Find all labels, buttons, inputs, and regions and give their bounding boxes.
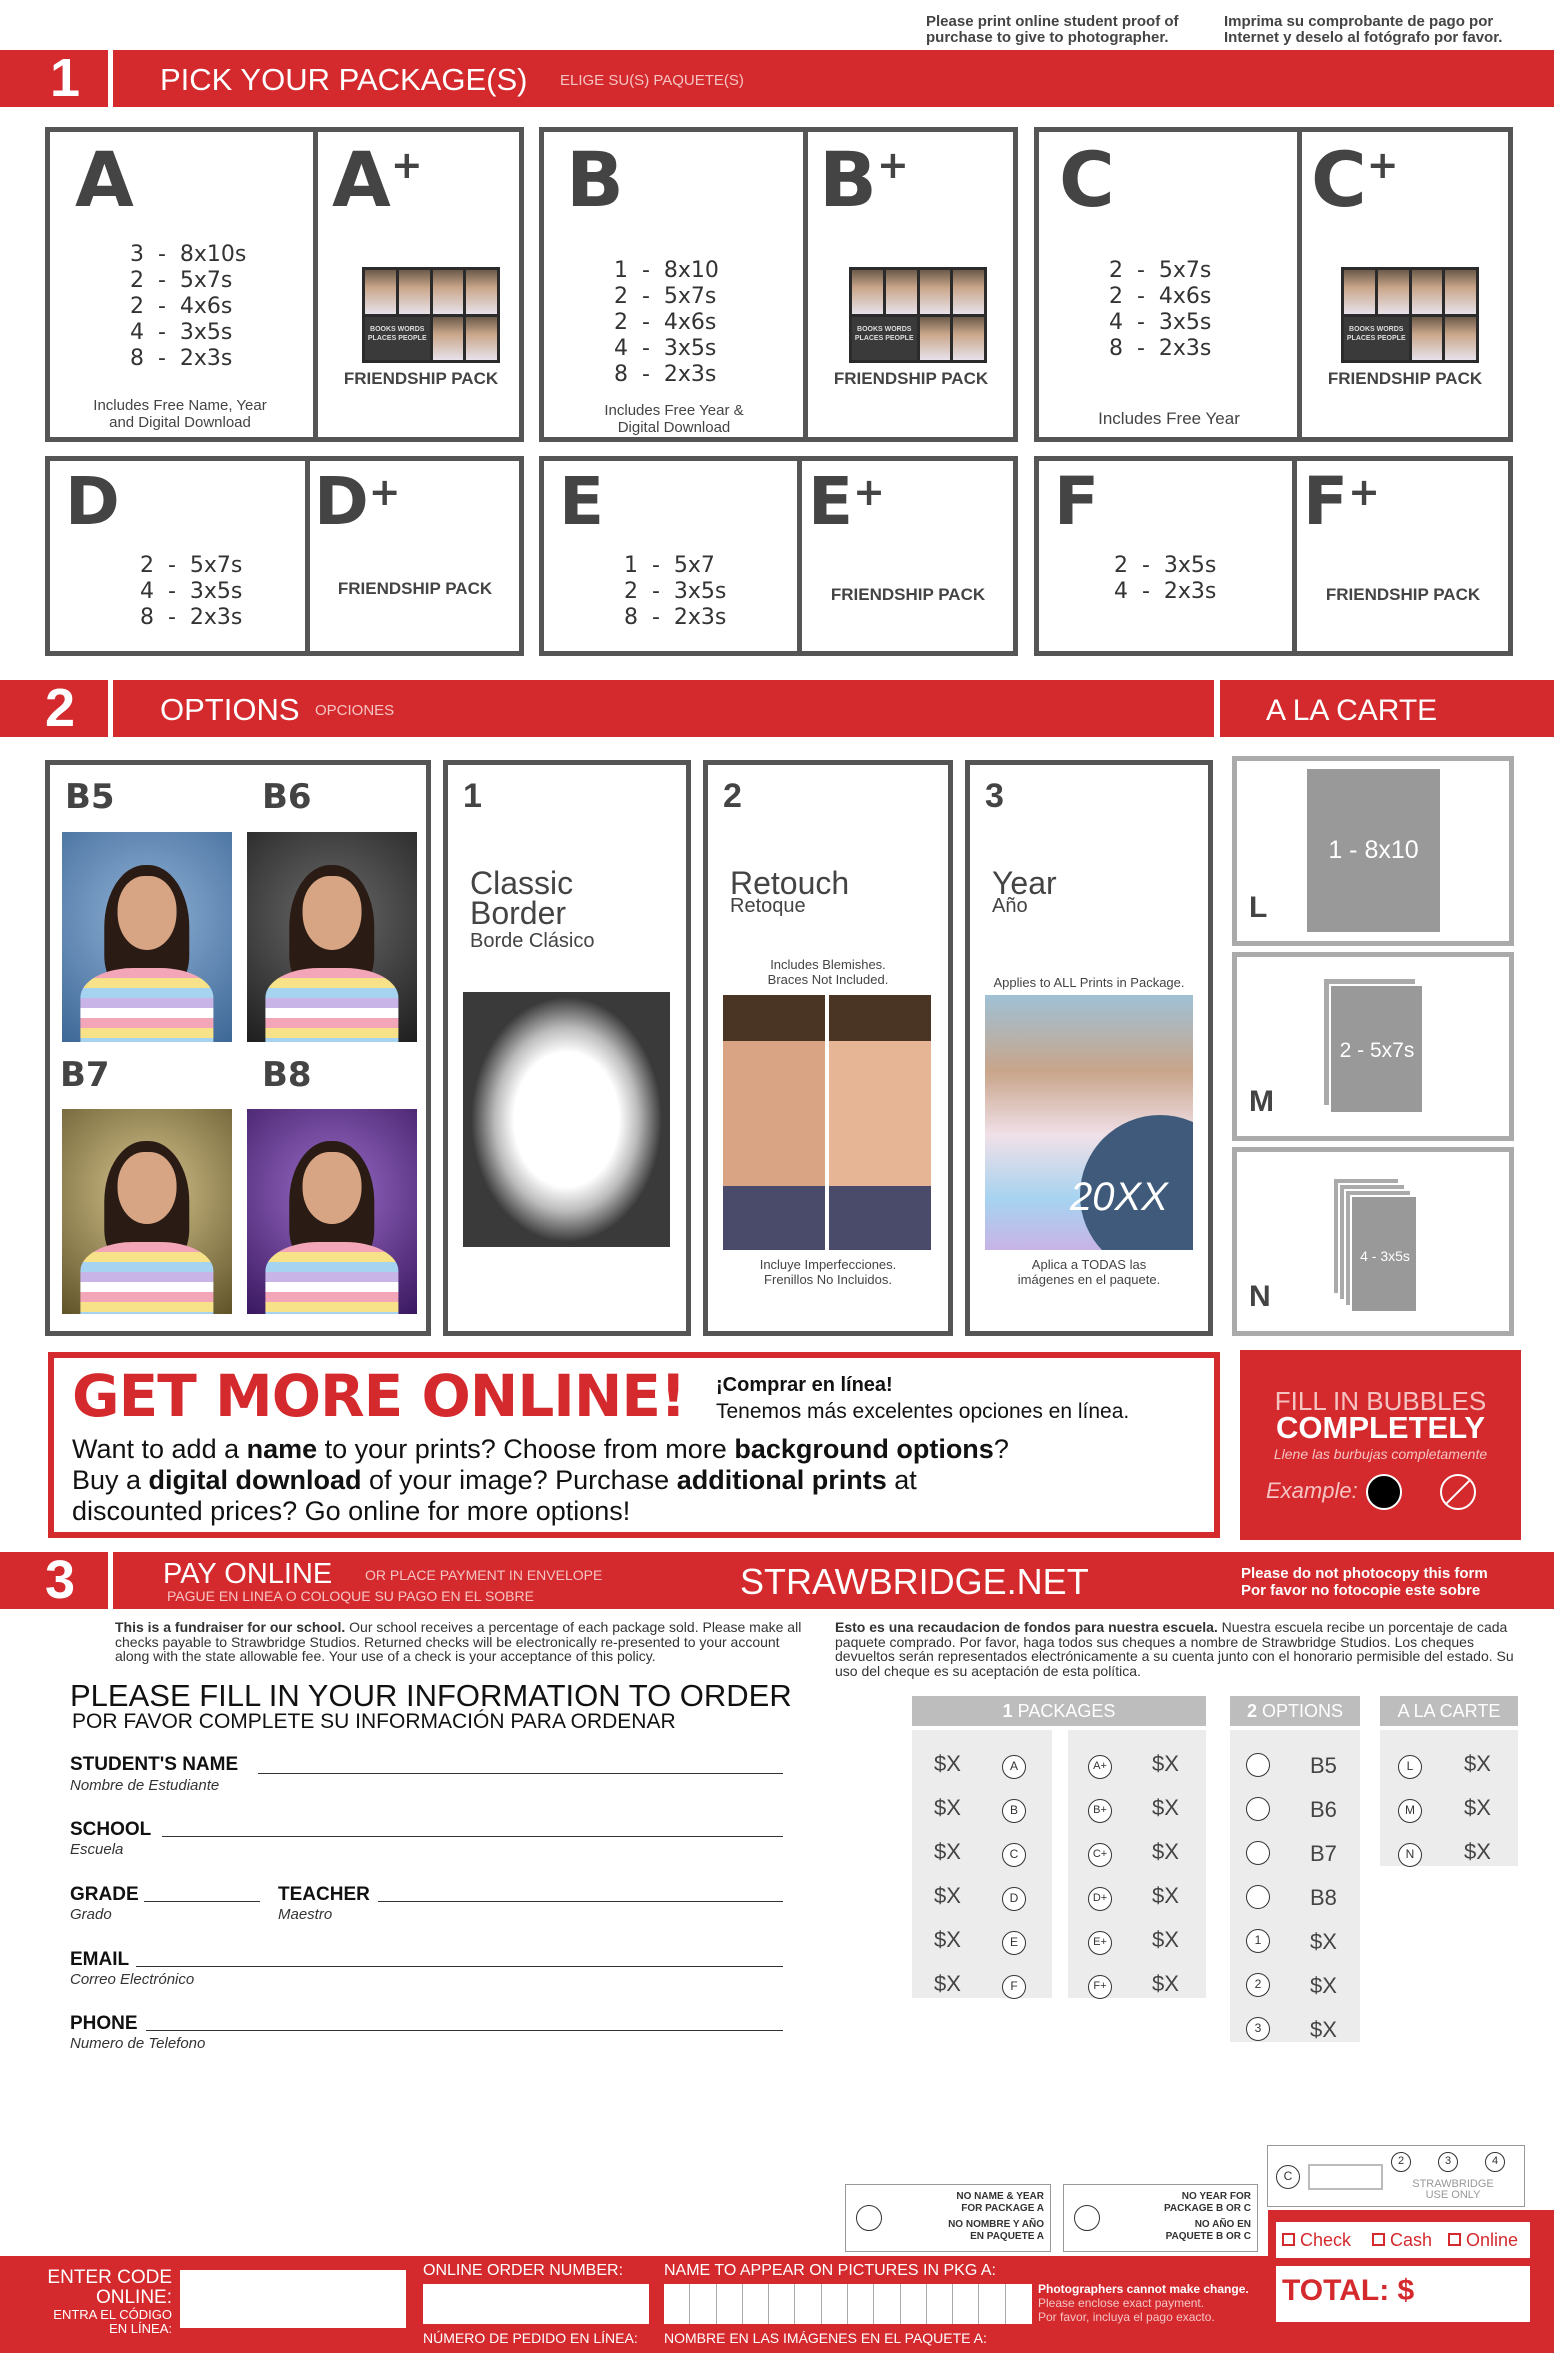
option-1-title1: Classic [470, 865, 574, 901]
name-pkg-label-es: NOMBRE EN LAS IMÁGENES EN EL PAQUETE A: [664, 2330, 987, 2346]
promo-box [48, 1352, 1220, 1538]
staff-2-bubble: 2 [1391, 2152, 1411, 2172]
package-b-box[interactable] [539, 127, 1018, 442]
option-bubble[interactable] [1246, 1841, 1270, 1865]
package-d-plus-letter: D+ [314, 463, 401, 540]
section1-header [0, 50, 1554, 107]
order-number-label-es: NÚMERO DE PEDIDO EN LÍNEA: [423, 2330, 638, 2346]
package-plus-price: $X [1152, 1795, 1179, 1820]
header-divider [108, 680, 113, 737]
proof-note-es: Imprima su comprobante de pago por Internet y deselo al fotógrafo por favor. [1224, 13, 1503, 46]
option-1-number: 1 [463, 777, 482, 815]
grade-field[interactable] [144, 1884, 260, 1902]
option-1-sub: Borde Clásico [470, 930, 595, 952]
alacarte-n-box[interactable] [1232, 1147, 1514, 1336]
online-checkbox[interactable] [1448, 2233, 1461, 2246]
package-divider [1297, 132, 1302, 437]
proof-note-en: Please print online student proof of purchase to give to photographer. [926, 13, 1179, 46]
nocopy-en: Please do not photocopy this form [1241, 1565, 1488, 1582]
promo-es2: Tenemos más excelentes opciones en línea. [716, 1400, 1130, 1423]
package-e-bubble[interactable]: E [1002, 1931, 1026, 1955]
section1-subtitle: ELIGE SU(S) PAQUETE(S) [560, 72, 744, 89]
backgrounds-box [45, 760, 431, 1336]
package-plus-price: $X [1152, 1751, 1179, 1776]
package-b-letter: B [566, 135, 624, 224]
header-divider [108, 1552, 113, 1609]
background-b5-photo[interactable] [62, 832, 232, 1042]
package-a-plus-bubble[interactable]: A+ [1088, 1755, 1112, 1779]
staff-label: STRAWBRIDGE USE ONLY [1412, 2178, 1494, 2201]
filled-bubble-icon [1366, 1474, 1402, 1510]
section2-number: 2 [45, 678, 76, 738]
package-divider [797, 461, 802, 651]
alacarte-n-bubble[interactable]: N [1398, 1843, 1422, 1867]
section2-subtitle: OPCIONES [315, 702, 395, 719]
package-a-bubble[interactable]: A [1002, 1755, 1026, 1779]
section2-header [0, 680, 1214, 737]
package-price: $X [934, 1927, 961, 1952]
option-3-number: 3 [985, 777, 1004, 815]
background-b7-photo[interactable] [62, 1109, 232, 1314]
bubbles-box [1240, 1350, 1521, 1540]
payment-method-box [1276, 2222, 1530, 2258]
package-a-letter: A [75, 135, 134, 224]
staff-code-box [1308, 2164, 1383, 2190]
entra-codigo-label: ENTRA EL CÓDIGO EN LÍNEA: [53, 2307, 172, 2336]
package-a-plus-letter: A+ [332, 135, 423, 224]
no-name-box[interactable] [845, 2184, 1051, 2252]
alacarte-n-label: 4 - 3x5s [1360, 1248, 1410, 1264]
promo-es1: ¡Comprar en línea! [716, 1374, 893, 1396]
package-divider [1292, 461, 1297, 651]
email-field[interactable] [136, 1949, 783, 1967]
retouch-after-photo [829, 995, 931, 1250]
alacarte-l-box[interactable] [1232, 756, 1514, 946]
option-label: B6 [1310, 1797, 1337, 1822]
no-year-text: NO YEAR FOR PACKAGE B OR C NO AÑO EN PAQUETE B OR C [1163, 2191, 1251, 2242]
section1-title: PICK YOUR PACKAGE(S) [160, 62, 528, 97]
grade-sub: Grado [70, 1906, 112, 1923]
section3-header [0, 1552, 1554, 1609]
no-year-bubble[interactable] [1074, 2205, 1100, 2231]
year-overlay-text: 20XX [1070, 1175, 1168, 1219]
package-d-items: 2 - 5x7s 4 - 3x5s 8 - 2x3s [140, 553, 243, 630]
name-pkg-label: NAME TO APPEAR ON PICTURES IN PKG A: [664, 2262, 996, 2279]
section3-number: 3 [45, 1550, 76, 1610]
bubbles-title1: FILL IN BUBBLES [1274, 1386, 1487, 1416]
package-e-plus-letter: E+ [808, 463, 885, 540]
package-f-letter: F [1054, 463, 1100, 540]
alacarte-n-letter: N [1249, 1280, 1271, 1313]
website-link[interactable]: STRAWBRIDGE.NET [740, 1561, 1089, 1602]
package-price: $X [934, 1883, 961, 1908]
package-c-plus-letter: C+ [1311, 135, 1399, 224]
package-price: $X [934, 1971, 961, 1996]
alacarte-m-bubble[interactable]: M [1398, 1799, 1422, 1823]
alacarte-price: $X [1464, 1751, 1491, 1776]
promo-line2: Buy a digital download of your image? Purchase additional prints at [72, 1465, 917, 1495]
package-c-bubble[interactable]: C [1002, 1843, 1026, 1867]
bg-b6-label: B6 [262, 777, 312, 817]
background-b8-photo[interactable] [247, 1109, 417, 1314]
package-plus-price: $X [1152, 1927, 1179, 1952]
option-2-box[interactable] [703, 760, 953, 1336]
check-label: Check [1300, 2230, 1352, 2250]
order-number-label: ONLINE ORDER NUMBER: [423, 2262, 624, 2279]
option-2-note-top1: Includes Blemishes. [770, 957, 886, 972]
option-bubble[interactable] [1246, 1753, 1270, 1777]
alacarte-l-label: 1 - 8x10 [1328, 836, 1419, 864]
grade-label: GRADE [70, 1884, 139, 1905]
student-name-field[interactable] [258, 1756, 783, 1774]
package-c-plus-bubble[interactable]: C+ [1088, 1843, 1112, 1867]
package-a-box[interactable] [45, 127, 524, 442]
package-f-plus-letter: F+ [1303, 463, 1380, 540]
cash-label: Cash [1390, 2230, 1433, 2250]
package-price: $X [934, 1751, 961, 1776]
package-c-letter: C [1059, 135, 1115, 224]
cash-checkbox[interactable] [1372, 2233, 1385, 2246]
package-plus-price: $X [1152, 1839, 1179, 1864]
alacarte-header [1220, 680, 1554, 737]
bg-b7-label: B7 [60, 1055, 110, 1095]
promo-line1: Want to add a name to your prints? Choose from more background options? [72, 1434, 1009, 1464]
option-1-title2: Border [470, 895, 567, 931]
section3-title: PAY ONLINE [163, 1558, 333, 1590]
package-price: $X [934, 1839, 961, 1864]
alacarte-l-letter: L [1249, 891, 1268, 924]
section3-subtitle: PAGUE EN LINEA O COLOQUE SU PAGO EN EL SOBRE [167, 1588, 534, 1604]
friendship-pack-label: FRIENDSHIP PACK [1325, 585, 1481, 604]
student-name-label: STUDENT'S NAME [70, 1754, 239, 1775]
bg-b5-label: B5 [65, 777, 115, 817]
package-f-plus-bubble[interactable]: F+ [1088, 1975, 1112, 1999]
no-name-text: NO NAME & YEAR FOR PACKAGE A NO NOMBRE Y AÑO EN PAQUETE A [948, 2191, 1044, 2242]
option-2-sub: Retoque [730, 895, 806, 917]
package-d-box[interactable] [45, 456, 524, 656]
package-e-items: 1 - 5x7 2 - 3x5s 8 - 2x3s [624, 553, 727, 630]
package-plus-price: $X [1152, 1883, 1179, 1908]
option-3-title: Year [992, 865, 1057, 901]
promo-line3: discounted prices? Go online for more options! [72, 1496, 631, 1526]
promo-headline: GET MORE ONLINE! [72, 1362, 686, 1430]
alacarte-price: $X [1464, 1795, 1491, 1820]
online-label: Online [1466, 2230, 1519, 2250]
alacarte-m-box[interactable] [1232, 952, 1514, 1141]
no-year-box[interactable] [1063, 2184, 1258, 2252]
package-a-items: 3 - 8x10s 2 - 5x7s 2 - 4x6s 4 - 3x5s 8 - 2x3s [130, 242, 247, 371]
form-title: PLEASE FILL IN YOUR INFORMATION TO ORDER [70, 1678, 792, 1713]
package-f-box[interactable] [1034, 456, 1513, 656]
section2-title: OPTIONS [160, 692, 300, 727]
email-sub: Correo Electrónico [70, 1971, 195, 1988]
package-divider [313, 132, 318, 437]
form-subtitle: POR FAVOR COMPLETE SU INFORMACIÓN PARA ORDENAR [72, 1710, 676, 1733]
check-checkbox[interactable] [1282, 2233, 1295, 2246]
package-c-items: 2 - 5x7s 2 - 4x6s 4 - 3x5s 8 - 2x3s [1109, 258, 1212, 361]
options-col [1230, 1730, 1360, 2042]
alacarte-price: $X [1464, 1839, 1491, 1864]
phone-label: PHONE [70, 2013, 138, 2034]
option-label: B8 [1310, 1885, 1337, 1910]
option-bubble[interactable]: 1 [1246, 1929, 1270, 1953]
background-b6-photo[interactable] [247, 832, 417, 1042]
photographers-note: Photographers cannot make change. Please enclose exact payment. Por favor, incluya el pago exacto. [1038, 2282, 1249, 2324]
package-c-box[interactable] [1034, 127, 1513, 442]
phone-field[interactable] [146, 2013, 783, 2031]
option-3-sub: Año [992, 895, 1028, 917]
bubbles-sub: Llene las burbujas completamente [1273, 1446, 1488, 1462]
package-b-bubble[interactable]: B [1002, 1799, 1026, 1823]
options-header: 2 OPTIONS [1230, 1696, 1360, 1726]
option-label: $X [1310, 1929, 1337, 1954]
bubbles-example: Example: [1266, 1478, 1358, 1503]
friendship-collage: BOOKS WORDS PLACES PEOPLE [849, 267, 987, 363]
friendship-pack-label: FRIENDSHIP PACK [1327, 369, 1483, 388]
alacarte-title: A LA CARTE [1266, 694, 1438, 727]
classic-border-sample [463, 992, 670, 1247]
package-c-note: Includes Free Year [1098, 409, 1240, 428]
package-e-letter: E [559, 463, 605, 540]
no-name-bubble[interactable] [856, 2205, 882, 2231]
teacher-sub: Maestro [278, 1906, 333, 1923]
option-bubble[interactable] [1246, 1797, 1270, 1821]
friendship-pack-label: FRIENDSHIP PACK [337, 579, 493, 598]
package-d-plus-bubble[interactable]: D+ [1088, 1887, 1112, 1911]
packages-header: 1 PACKAGES [912, 1696, 1206, 1726]
package-divider [305, 461, 310, 651]
option-2-number: 2 [723, 777, 742, 815]
option-3-note-top: Applies to ALL Prints in Package. [993, 975, 1185, 990]
option-label: B7 [1310, 1841, 1337, 1866]
staff-c-bubble: C [1276, 2165, 1300, 2189]
alacarte-m-letter: M [1249, 1085, 1274, 1118]
option-bubble[interactable] [1246, 1885, 1270, 1909]
enter-code-input[interactable] [180, 2270, 406, 2328]
option-3-note-bot2: imágenes en el paquete. [1017, 1272, 1161, 1287]
alacarte-l-bubble[interactable]: L [1398, 1755, 1422, 1779]
teacher-label: TEACHER [278, 1884, 370, 1905]
package-f-items: 2 - 3x5s 4 - 2x3s [1114, 553, 1217, 604]
package-b-plus-letter: B+ [819, 135, 909, 224]
option-bubble[interactable]: 2 [1246, 1973, 1270, 1997]
staff-4-bubble: 4 [1485, 2152, 1505, 2172]
section3-title-small: OR PLACE PAYMENT IN ENVELOPE [365, 1567, 603, 1583]
packages-col [912, 1730, 1052, 1998]
no-symbol-icon [1440, 1474, 1476, 1510]
staff-use-box [1267, 2145, 1525, 2207]
section1-number: 1 [50, 48, 81, 108]
package-divider [803, 132, 808, 437]
enter-code-label: ENTER CODE ONLINE: [47, 2267, 172, 2308]
school-label: SCHOOL [70, 1819, 152, 1840]
package-plus-price: $X [1152, 1971, 1179, 1996]
option-label: $X [1310, 2017, 1337, 2042]
package-b-items: 1 - 8x10 2 - 5x7s 2 - 4x6s 4 - 3x5s 8 - 2x3s [614, 258, 719, 387]
friendship-pack-label: FRIENDSHIP PACK [833, 369, 989, 388]
package-e-box[interactable] [539, 456, 1018, 656]
school-sub: Escuela [70, 1841, 124, 1858]
total-box[interactable] [1276, 2266, 1530, 2322]
teacher-field[interactable] [378, 1884, 783, 1902]
alacarte-m-label: 2 - 5x7s [1339, 1039, 1415, 1062]
school-field[interactable] [162, 1819, 783, 1837]
name-pkg-input[interactable] [664, 2284, 1032, 2324]
option-label: $X [1310, 1973, 1337, 1998]
fundraiser-en: This is a fundraiser for our school. Our school receives a percentage of each package sold. Please make all checks payable to Strawbridge Studios. Returned checks will be electronically re-presented to your account along with the state allowable fee. Your use of a check is your acceptance of this policy. [115, 1619, 802, 1664]
total-label: TOTAL: $ [1282, 2274, 1415, 2307]
package-b-note: Includes Free Year & Digital Download [604, 402, 744, 436]
alacarte-grid-header: A LA CARTE [1380, 1696, 1518, 1726]
package-e-plus-bubble[interactable]: E+ [1088, 1931, 1112, 1955]
option-2-title: Retouch [730, 865, 850, 901]
friendship-collage: BOOKS WORDS PLACES PEOPLE [1341, 267, 1479, 363]
package-d-letter: D [65, 463, 120, 540]
option-1-box[interactable] [443, 760, 691, 1336]
option-2-note-bot1: Incluye Imperfecciones. [759, 1257, 897, 1272]
package-a-note: Includes Free Name, Year and Digital Download [93, 397, 267, 431]
friendship-pack-label: FRIENDSHIP PACK [830, 585, 986, 604]
retouch-before-photo [723, 995, 825, 1250]
package-price: $X [934, 1795, 961, 1820]
student-name-sub: Nombre de Estudiante [70, 1777, 220, 1794]
option-label: B5 [1310, 1753, 1337, 1778]
package-d-bubble[interactable]: D [1002, 1887, 1026, 1911]
order-number-input[interactable] [423, 2284, 649, 2324]
phone-sub: Numero de Telefono [70, 2035, 206, 2052]
option-2-note-bot2: Frenillos No Incluidos. [764, 1272, 892, 1287]
year-sample-photo [985, 995, 1193, 1250]
option-3-box[interactable] [965, 760, 1213, 1336]
option-bubble[interactable]: 3 [1246, 2017, 1270, 2041]
friendship-pack-label: FRIENDSHIP PACK [343, 369, 499, 388]
friendship-collage: BOOKS WORDS PLACES PEOPLE [362, 267, 500, 363]
staff-3-bubble: 3 [1438, 2152, 1458, 2172]
option-3-note-bot1: Aplica a TODAS las [1031, 1257, 1147, 1272]
package-f-bubble[interactable]: F [1002, 1975, 1026, 1999]
nocopy-es: Por favor no fotocopie este sobre [1241, 1582, 1481, 1599]
email-label: EMAIL [70, 1949, 130, 1970]
header-divider [108, 50, 113, 107]
option-2-note-top2: Braces Not Included. [767, 972, 889, 987]
bg-b8-label: B8 [262, 1055, 312, 1095]
bubbles-title2: COMPLETELY [1276, 1410, 1485, 1445]
package-b-plus-bubble[interactable]: B+ [1088, 1799, 1112, 1823]
fundraiser-es: Esto es una recaudacion de fondos para nuestra escuela. Nuestra escuela recibe un porcentaje de cada paquete comprado. Por favor, haga todos sus cheques a nombre de Strawbridge Studios. Los cheques devueltos serán representados electrónicamente a su cuenta junto con el honorario permisible del estado. Su uso del cheque es su aceptación de esta política. [835, 1619, 1514, 1679]
